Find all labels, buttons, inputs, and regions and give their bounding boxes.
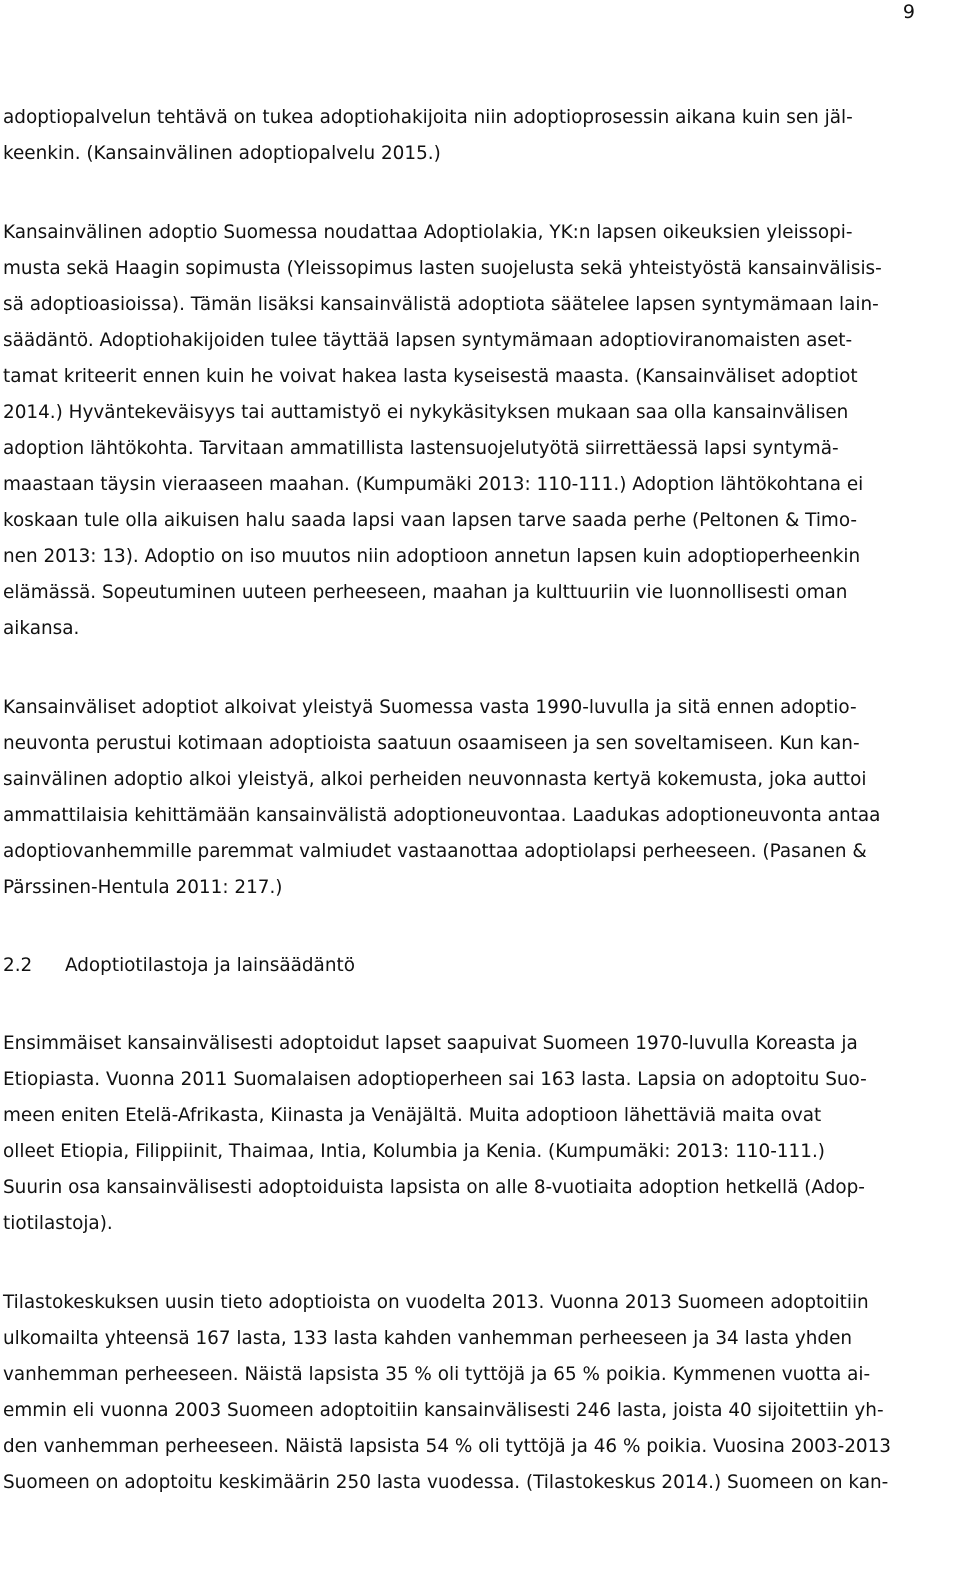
- text-line: tiotilastoja).: [3, 1213, 113, 1234]
- text-line: Etiopiasta. Vuonna 2011 Suomalaisen adoptioperheen sai 163 lasta. Lapsia on adoptoitu Suo-: [3, 1069, 867, 1090]
- text-line: ulkomailta yhteensä 167 lasta, 133 lasta kahden vanhemman perheeseen ja 34 lasta yhden: [3, 1328, 853, 1349]
- text-line: sainvälinen adoptio alkoi yleistyä, alkoi perheiden neuvonnasta kertyä kokemusta, joka auttoi: [3, 769, 867, 790]
- paragraph-3: [3, 690, 943, 906]
- section-title: Adoptiotilastoja ja lainsäädäntö: [65, 955, 355, 976]
- section-number: 2.2: [3, 955, 33, 976]
- text-line: Kansainvälinen adoptio Suomessa noudattaa Adoptiolakia, YK:n lapsen oikeuksien yleissopi-: [3, 222, 853, 243]
- section-heading: [3, 948, 943, 984]
- text-line: musta sekä Haagin sopimusta (Yleissopimus lasten suojelusta sekä yhteistyöstä kansainvälisis-: [3, 258, 882, 279]
- paragraph-5: [3, 1285, 943, 1501]
- text-line: Kansainväliset adoptiot alkoivat yleistyä Suomessa vasta 1990-luvulla ja sitä ennen adoptio-: [3, 697, 857, 718]
- text-line: Suurin osa kansainvälisesti adoptoiduista lapsista on alle 8-vuotiaita adoption hetkellä (Adop-: [3, 1177, 865, 1198]
- text-line: den vanhemman perheeseen. Näistä lapsista 54 % oli tyttöjä ja 46 % poikia. Vuosina 2003-2013: [3, 1436, 892, 1457]
- paragraph-2: [3, 215, 943, 647]
- page-number: 9: [902, 1, 915, 23]
- paragraph-1: [3, 100, 943, 172]
- text-line: adoption lähtökohta. Tarvitaan ammatillista lastensuojelutyötä siirrettäessä lapsi syntymä-: [3, 438, 839, 459]
- text-line: Ensimmäiset kansainvälisesti adoptoidut lapset saapuivat Suomeen 1970-luvulla Koreasta ja: [3, 1033, 858, 1054]
- text-line: olleet Etiopia, Filippiinit, Thaimaa, Intia, Kolumbia ja Kenia. (Kumpumäki: 2013: 110-111.): [3, 1141, 825, 1162]
- text-line: neuvonta perustui kotimaan adoptioista saatuun osaamiseen ja sen soveltamiseen. Kun kan-: [3, 733, 860, 754]
- text-line: elämässä. Sopeutuminen uuteen perheeseen, maahan ja kulttuuriin vie luonnollisesti oman: [3, 582, 848, 603]
- text-line: adoptiovanhemmille paremmat valmiudet vastaanottaa adoptiolapsi perheeseen. (Pasanen &: [3, 841, 867, 862]
- text-line: Suomeen on adoptoitu keskimäärin 250 lasta vuodessa. (Tilastokeskus 2014.) Suomeen on kan-: [3, 1472, 889, 1493]
- text-line: maastaan täysin vieraaseen maahan. (Kumpumäki 2013: 110-111.) Adoption lähtökohtana ei: [3, 474, 864, 495]
- text-line: Tilastokeskuksen uusin tieto adoptioista on vuodelta 2013. Vuonna 2013 Suomeen adoptoitiin: [3, 1292, 869, 1313]
- text-line: keenkin. (Kansainvälinen adoptiopalvelu 2015.): [3, 143, 441, 164]
- text-line: ammattilaisia kehittämään kansainvälistä adoptioneuvontaa. Laadukas adoptioneuvonta antaa: [3, 805, 881, 826]
- text-line: tamat kriteerit ennen kuin he voivat hakea lasta kyseisestä maasta. (Kansainväliset adoptiot: [3, 366, 858, 387]
- text-line: säädäntö. Adoptiohakijoiden tulee täyttää lapsen syntymämaan adoptioviranomaisten aset-: [3, 330, 853, 351]
- text-line: sä adoptioasioissa). Tämän lisäksi kansainvälistä adoptiota säätelee lapsen syntymämaan lain-: [3, 294, 879, 315]
- paragraph-4: [3, 1026, 943, 1242]
- text-line: nen 2013: 13). Adoptio on iso muutos niin adoptioon annetun lapsen kuin adoptioperheenkin: [3, 546, 861, 567]
- text-line: meen eniten Etelä-Afrikasta, Kiinasta ja Venäjältä. Muita adoptioon lähettäviä maita ovat: [3, 1105, 822, 1126]
- text-line: vanhemman perheeseen. Näistä lapsista 35 % oli tyttöjä ja 65 % poikia. Kymmenen vuotta ai-: [3, 1364, 871, 1385]
- text-line: Pärssinen-Hentula 2011: 217.): [3, 877, 283, 898]
- text-line: aikansa.: [3, 618, 80, 639]
- text-line: adoptiopalvelun tehtävä on tukea adoptiohakijoita niin adoptioprosessin aikana kuin sen jäl-: [3, 107, 853, 128]
- document-body: [3, 100, 943, 1501]
- text-line: koskaan tule olla aikuisen halu saada lapsi vaan lapsen tarve saada perhe (Peltonen & Timo-: [3, 510, 858, 531]
- text-line: 2014.) Hyväntekeväisyys tai auttamistyö ei nykykäsityksen mukaan saa olla kansainvälisen: [3, 402, 849, 423]
- text-line: emmin eli vuonna 2003 Suomeen adoptoitiin kansainvälisesti 246 lasta, joista 40 sijoitettiin yh-: [3, 1400, 884, 1421]
